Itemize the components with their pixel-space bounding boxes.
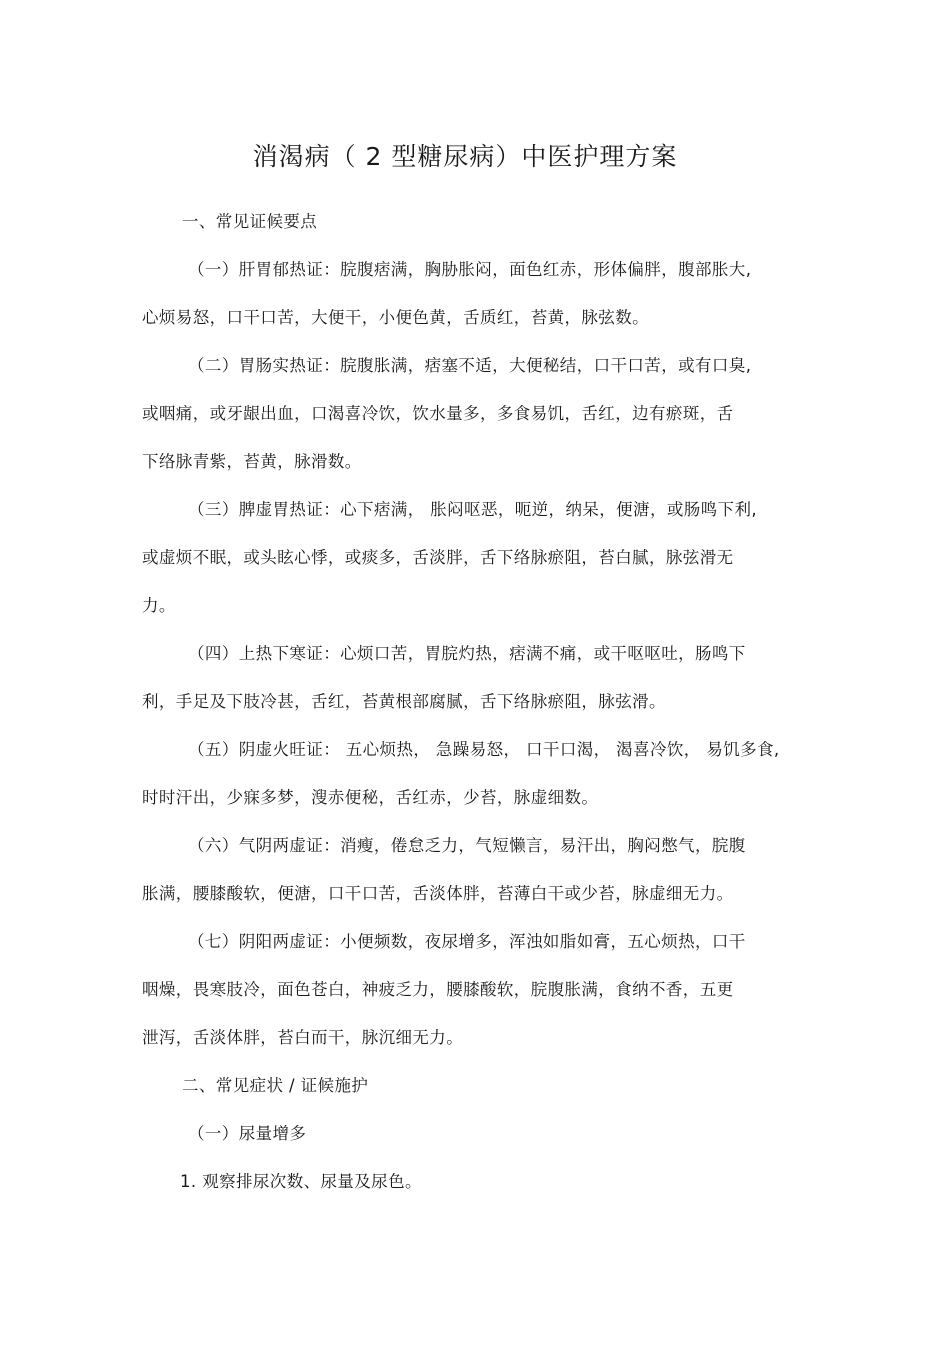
paragraph-line: 或咽痛，或牙龈出血，口渴喜冷饮，饮水量多，多食易饥，舌红，边有瘀斑，舌 — [142, 404, 734, 423]
paragraph-line: 泄泻，舌淡体胖，苔白而干，脉沉细无力。 — [142, 1028, 464, 1047]
paragraph-line: 力。 — [142, 596, 176, 615]
paragraph-line: （二）胃肠实热证：脘腹胀满，痞塞不适，大便秘结，口干口苦，或有口臭, — [188, 356, 752, 375]
paragraph-line: （六）气阴两虚证：消瘦，倦怠乏力，气短懒言，易汗出，胸闷憋气，脘腹 — [188, 836, 746, 855]
paragraph-line: 咽燥，畏寒肢冷，面色苍白，神疲乏力，腰膝酸软，脘腹胀满，食纳不香，五更 — [142, 980, 734, 999]
paragraph-line: （七）阴阳两虚证：小便频数，夜尿增多，浑浊如脂如膏，五心烦热，口干 — [188, 932, 746, 951]
section-heading: 二、常见症状 / 证候施护 — [182, 1076, 369, 1095]
paragraph-line: （三）脾虚胃热证：心下痞满， 胀闷呕恶，呃逆，纳呆，便溏，或肠鸣下利, — [188, 500, 757, 519]
paragraph-line: 胀满，腰膝酸软，便溏，口干口苦，舌淡体胖，苔薄白干或少苔，脉虚细无力。 — [142, 884, 734, 903]
document-title: 消渴病（ 2 型糖尿病）中医护理方案 — [252, 142, 678, 171]
paragraph-line: 下络脉青紫，苔黄，脉滑数。 — [142, 452, 362, 471]
paragraph-line: 心烦易怒，口干口苦，大便干，小便色黄，舌质红，苔黄，脉弦数。 — [142, 308, 649, 327]
numbered-point: 1. 观察排尿次数、尿量及尿色。 — [180, 1172, 422, 1191]
paragraph-line: 利，手足及下肢冷甚，舌红，苔黄根部腐腻，舌下络脉瘀阻，脉弦滑。 — [142, 692, 666, 711]
paragraph-line: （一）肝胃郁热证：脘腹痞满，胸胁胀闷，面色红赤，形体偏胖，腹部胀大, — [188, 260, 752, 279]
paragraph-line: （四）上热下寒证：心烦口苦，胃脘灼热，痞满不痛，或干呕呕吐，肠鸣下 — [188, 644, 746, 663]
section-heading: 一、常见证候要点 — [182, 212, 318, 231]
paragraph-line: 时时汗出，少寐多梦，溲赤便秘，舌红赤，少苔，脉虚细数。 — [142, 788, 599, 807]
paragraph-line: （五）阴虚火旺证： 五心烦热， 急躁易怒， 口干口渴， 渴喜冷饮， 易饥多食, — [188, 740, 780, 759]
subsection-heading: （一）尿量增多 — [188, 1124, 307, 1143]
paragraph-line: 或虚烦不眠，或头眩心悸，或痰多，舌淡胖，舌下络脉瘀阻，苔白腻，脉弦滑无 — [142, 548, 734, 567]
